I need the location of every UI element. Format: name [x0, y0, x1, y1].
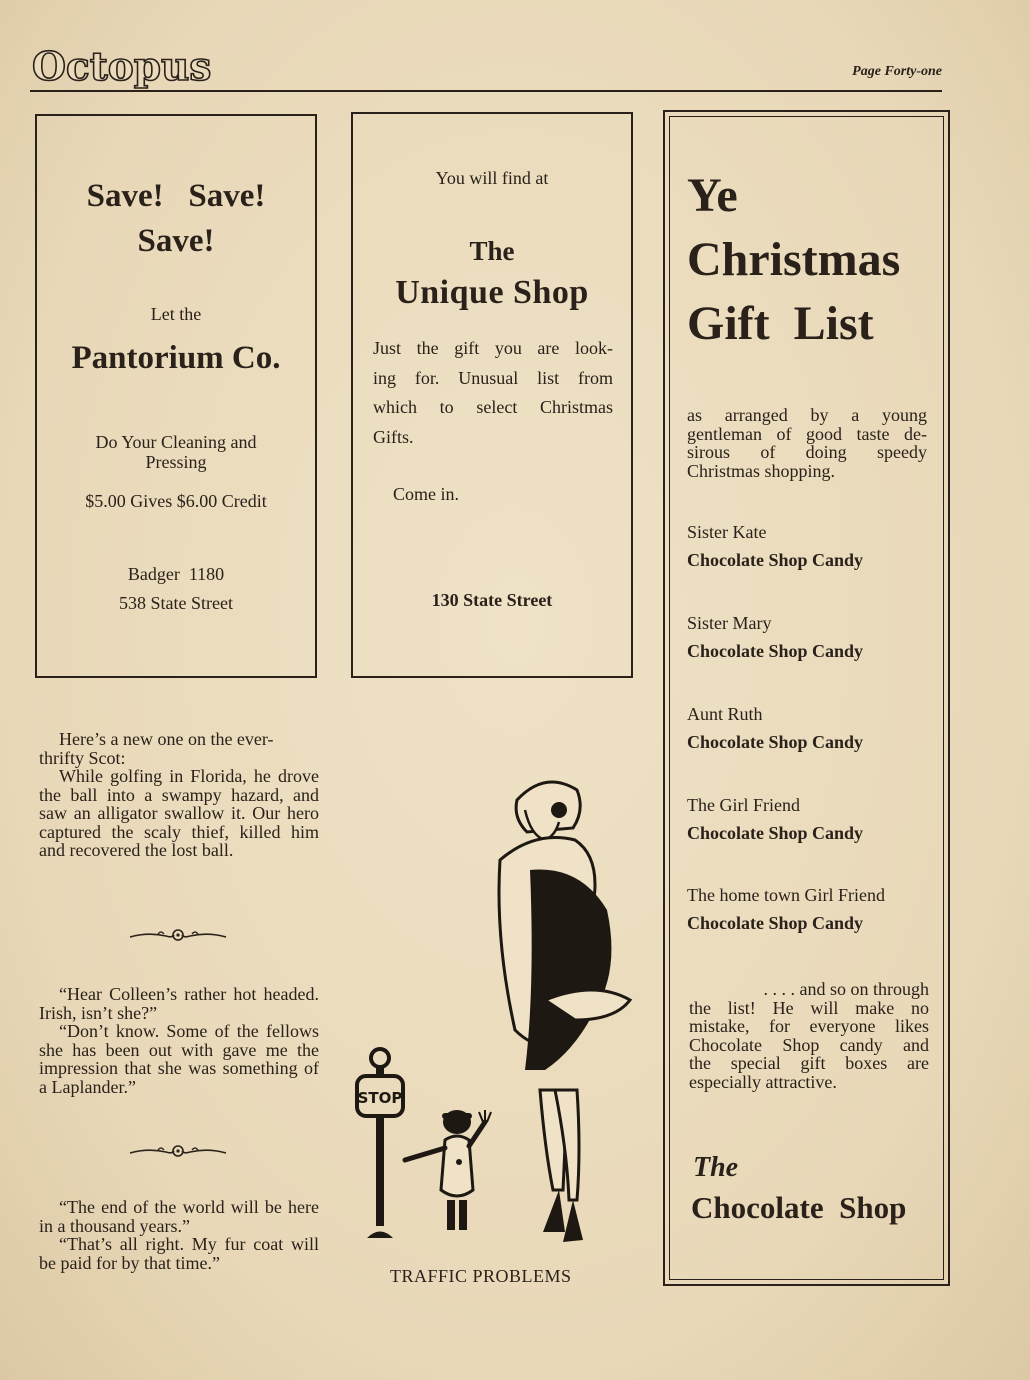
gift-closing-3: mistake, for everyone likes: [689, 1016, 929, 1036]
cartoon-caption: TRAFFIC PROBLEMS: [390, 1266, 572, 1286]
unique-name-2: Unique Shop: [395, 274, 589, 311]
unique-address: 130 State Street: [431, 590, 553, 610]
gift-closing-4: Chocolate Shop candy and: [689, 1034, 929, 1055]
pantorium-ad: [35, 114, 317, 678]
header-rule: [30, 90, 942, 92]
gift-recipient: Sister Mary: [687, 613, 772, 633]
woman-figure: [499, 782, 630, 1242]
pantorium-service-1: Do Your Cleaning and: [95, 432, 257, 452]
gift-title-1: Ye: [687, 169, 738, 222]
joke-scot-line-1: Here’s a new one on the ever-: [59, 729, 274, 749]
gift-closing-5: the special gift boxes are: [689, 1053, 929, 1073]
gift-entry: [687, 613, 863, 662]
gift-item: Chocolate Shop Candy: [687, 732, 864, 752]
gift-recipient: The home town Girl Friend: [687, 885, 885, 905]
gift-entry: [687, 795, 863, 844]
unique-name-1: The: [469, 236, 515, 266]
gift-closing-1: . . . . and so on through: [763, 979, 929, 999]
pantorium-headline-1: Save! Save!: [86, 178, 266, 214]
joke-end-of-world: [39, 1198, 319, 1272]
joke-colleen-question: “Hear Colleen’s rather hot headed. Irish, isn’t she?”: [39, 984, 319, 1023]
unique-come-in: Come in.: [393, 484, 459, 504]
ornament-divider-icon: [128, 928, 228, 942]
joke-world-answer: “That’s all right. My fur coat will be paid for by that time.”: [39, 1234, 319, 1273]
gift-intro-3: sirous of doing speedy: [687, 442, 927, 462]
pantorium-address: 538 State Street: [119, 593, 233, 613]
gift-title-3: Gift List: [687, 297, 874, 350]
gift-intro-1: as arranged by a young: [687, 405, 927, 425]
gift-intro-4: Christmas shopping.: [687, 460, 836, 481]
stop-sign-text: STOP: [357, 1089, 403, 1107]
joke-scot-line-2: thrifty Scot:: [39, 747, 126, 768]
gift-signature-2: Chocolate Shop: [691, 1190, 907, 1225]
ornament-divider-icon: [128, 1144, 228, 1158]
gift-signature-1: The: [693, 1152, 739, 1183]
joke-scot: [39, 730, 319, 860]
gift-item: Chocolate Shop Candy: [687, 550, 864, 570]
traffic-cartoon-illustration: [345, 770, 645, 1260]
unique-body-1: Just the gift you are look-: [373, 338, 613, 358]
pantorium-company-name: Pantorium Co.: [71, 340, 281, 376]
policeman-figure: [405, 1110, 491, 1230]
pantorium-service-2: Pressing: [145, 452, 207, 472]
gift-recipient: Sister Kate: [687, 522, 767, 542]
joke-colleen-answer: “Don’t know. Some of the fellows she has been out with gave me the impression that she was something of a Laplander.”: [39, 1021, 319, 1097]
gift-item: Chocolate Shop Candy: [687, 913, 864, 933]
gift-entry: [687, 522, 863, 571]
pantorium-let-the: Let the: [150, 304, 202, 324]
gift-closing-2: the list! He will make no: [689, 997, 929, 1018]
unique-shop-ad: [351, 112, 633, 678]
unique-body-2: ing for. Unusual list from: [373, 367, 613, 388]
pantorium-headline-2: Save!: [137, 223, 215, 259]
gift-recipient: The Girl Friend: [687, 795, 800, 815]
unique-body-4: Gifts.: [373, 426, 414, 447]
gift-entry: [687, 704, 863, 753]
gift-recipient: Aunt Ruth: [687, 704, 763, 724]
pantorium-credit: $5.00 Gives $6.00 Credit: [85, 491, 267, 511]
joke-world-question: “The end of the world will be here in a thousand years.”: [39, 1197, 319, 1236]
gift-item: Chocolate Shop Candy: [687, 641, 864, 661]
page-number: Page Forty-one: [852, 64, 942, 79]
gift-closing-6: especially attractive.: [689, 1071, 837, 1092]
pantorium-phone: Badger 1180: [127, 564, 225, 584]
unique-body-3: which to select Christmas: [373, 397, 613, 417]
stop-sign-icon: [357, 1049, 403, 1238]
gift-entry: [687, 885, 885, 934]
unique-intro: You will find at: [435, 168, 549, 188]
gift-list-ad: [663, 110, 950, 1286]
joke-colleen: [39, 985, 319, 1096]
gift-item: Chocolate Shop Candy: [687, 823, 864, 843]
gift-intro-2: gentleman of good taste de-: [687, 423, 927, 444]
magazine-masthead: Octopus: [32, 44, 212, 90]
gift-title-2: Christmas: [687, 233, 901, 286]
joke-scot-body: While golfing in Florida, he drove the ball into a swampy hazard, and saw an alligator swallow it. Our hero captured the scaly thief, killed him and recovered the lost ball.: [39, 766, 319, 860]
